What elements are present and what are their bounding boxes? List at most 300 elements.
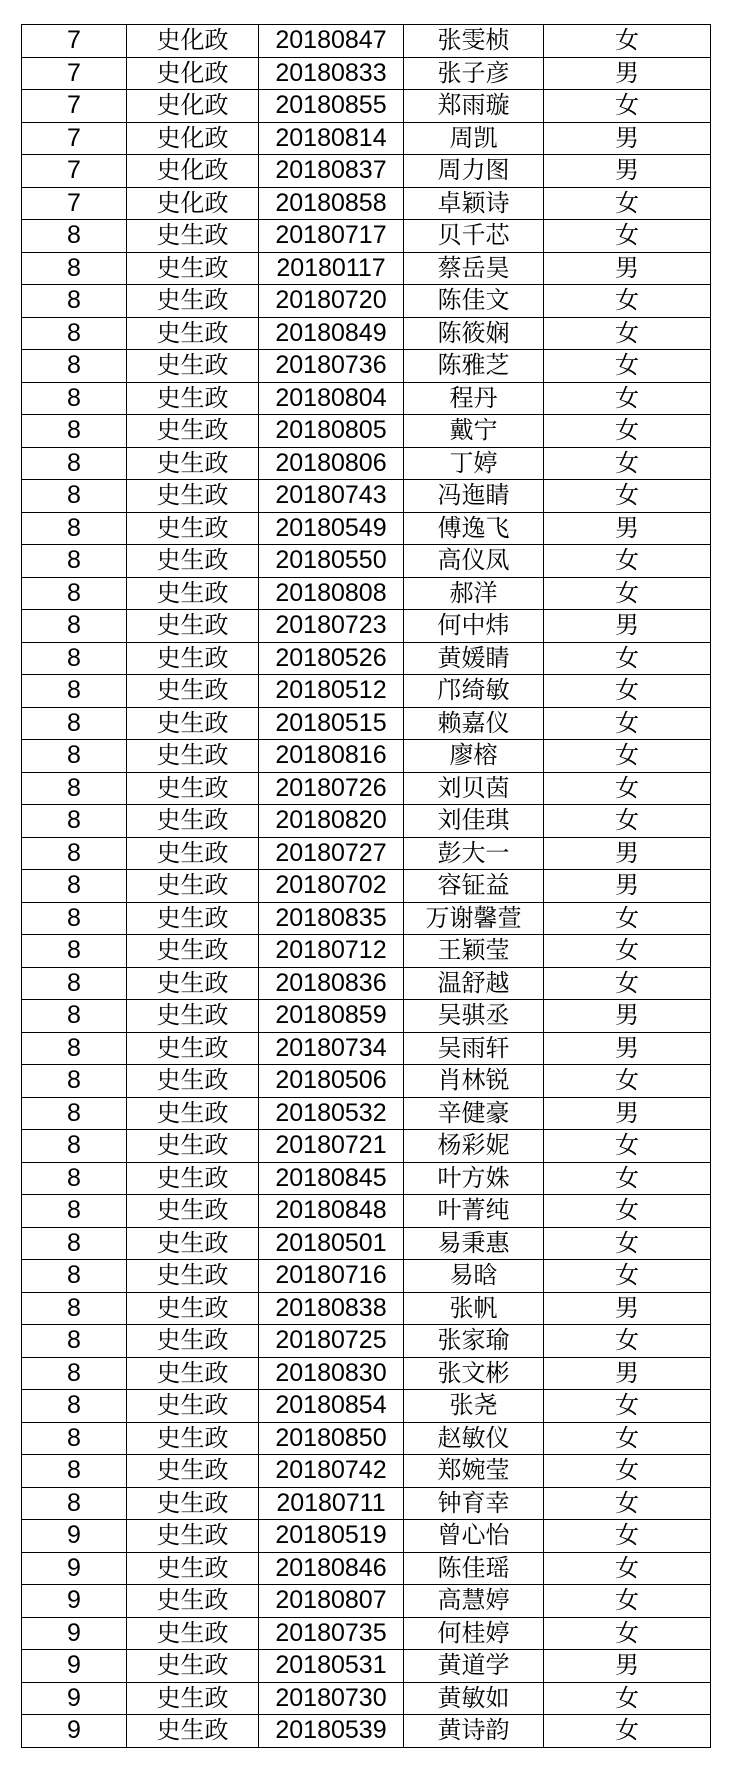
subject-combo-cell: 史化政 — [127, 122, 259, 155]
gender-cell: 男 — [544, 57, 711, 90]
gender-cell: 女 — [544, 382, 711, 415]
student-id-cell: 20180808 — [259, 577, 404, 610]
gender-cell: 女 — [544, 642, 711, 675]
class-number-cell: 9 — [22, 1650, 127, 1683]
table-row — [22, 772, 711, 805]
class-number-cell: 8 — [22, 317, 127, 350]
gender-cell: 女 — [544, 707, 711, 740]
student-id-cell: 20180501 — [259, 1227, 404, 1260]
table-row — [22, 25, 711, 58]
gender-cell: 女 — [544, 967, 711, 1000]
student-id-cell: 20180550 — [259, 545, 404, 578]
gender-cell: 男 — [544, 155, 711, 188]
subject-combo-cell: 史生政 — [127, 1097, 259, 1130]
table-row — [22, 1195, 711, 1228]
table-row — [22, 1585, 711, 1618]
student-name-cell: 戴宁 — [404, 415, 544, 448]
student-id-cell: 20180846 — [259, 1552, 404, 1585]
subject-combo-cell: 史化政 — [127, 155, 259, 188]
class-number-cell: 8 — [22, 902, 127, 935]
class-number-cell: 8 — [22, 577, 127, 610]
gender-cell: 女 — [544, 1552, 711, 1585]
gender-cell: 女 — [544, 1487, 711, 1520]
student-name-cell: 杨彩妮 — [404, 1130, 544, 1163]
subject-combo-cell: 史生政 — [127, 1065, 259, 1098]
student-name-cell: 黄媛睛 — [404, 642, 544, 675]
table-row — [22, 382, 711, 415]
student-id-cell: 20180702 — [259, 870, 404, 903]
subject-combo-cell: 史生政 — [127, 1390, 259, 1423]
student-id-cell: 20180723 — [259, 610, 404, 643]
gender-cell: 女 — [544, 1617, 711, 1650]
table-row — [22, 707, 711, 740]
class-number-cell: 8 — [22, 1032, 127, 1065]
class-number-cell: 8 — [22, 1195, 127, 1228]
gender-cell: 女 — [544, 1390, 711, 1423]
table-row — [22, 415, 711, 448]
subject-combo-cell: 史生政 — [127, 1357, 259, 1390]
class-number-cell: 8 — [22, 805, 127, 838]
class-number-cell: 8 — [22, 1260, 127, 1293]
table-row — [22, 805, 711, 838]
gender-cell: 女 — [544, 350, 711, 383]
subject-combo-cell: 史生政 — [127, 1325, 259, 1358]
student-id-cell: 20180726 — [259, 772, 404, 805]
table-row — [22, 1292, 711, 1325]
class-number-cell: 9 — [22, 1585, 127, 1618]
student-id-cell: 20180721 — [259, 1130, 404, 1163]
class-number-cell: 8 — [22, 1000, 127, 1033]
class-number-cell: 9 — [22, 1520, 127, 1553]
gender-cell: 女 — [544, 1682, 711, 1715]
subject-combo-cell: 史生政 — [127, 1617, 259, 1650]
table-row — [22, 870, 711, 903]
student-id-cell: 20180859 — [259, 1000, 404, 1033]
student-id-cell: 20180531 — [259, 1650, 404, 1683]
gender-cell: 男 — [544, 870, 711, 903]
subject-combo-cell: 史生政 — [127, 902, 259, 935]
gender-cell: 女 — [544, 1422, 711, 1455]
class-number-cell: 8 — [22, 837, 127, 870]
gender-cell: 女 — [544, 1162, 711, 1195]
table-row — [22, 1390, 711, 1423]
student-name-cell: 高慧婷 — [404, 1585, 544, 1618]
class-number-cell: 9 — [22, 1682, 127, 1715]
gender-cell: 女 — [544, 90, 711, 123]
roster-body — [22, 25, 711, 1748]
gender-cell: 男 — [544, 610, 711, 643]
student-name-cell: 叶菁纯 — [404, 1195, 544, 1228]
subject-combo-cell: 史生政 — [127, 382, 259, 415]
table-row — [22, 1065, 711, 1098]
subject-combo-cell: 史生政 — [127, 642, 259, 675]
class-number-cell: 9 — [22, 1552, 127, 1585]
student-id-cell: 20180820 — [259, 805, 404, 838]
class-number-cell: 8 — [22, 772, 127, 805]
student-name-cell: 郝洋 — [404, 577, 544, 610]
gender-cell: 女 — [544, 1585, 711, 1618]
class-number-cell: 8 — [22, 1065, 127, 1098]
table-row — [22, 967, 711, 1000]
student-name-cell: 张尧 — [404, 1390, 544, 1423]
gender-cell: 男 — [544, 1032, 711, 1065]
student-name-cell: 刘贝茵 — [404, 772, 544, 805]
student-name-cell: 郑雨璇 — [404, 90, 544, 123]
subject-combo-cell: 史生政 — [127, 707, 259, 740]
gender-cell: 女 — [544, 1065, 711, 1098]
student-id-cell: 20180526 — [259, 642, 404, 675]
student-name-cell: 郑婉莹 — [404, 1455, 544, 1488]
subject-combo-cell: 史生政 — [127, 1032, 259, 1065]
class-number-cell: 8 — [22, 707, 127, 740]
class-number-cell: 8 — [22, 935, 127, 968]
subject-combo-cell: 史化政 — [127, 90, 259, 123]
subject-combo-cell: 史生政 — [127, 1520, 259, 1553]
class-number-cell: 8 — [22, 285, 127, 318]
class-number-cell: 8 — [22, 675, 127, 708]
table-row — [22, 610, 711, 643]
student-id-cell: 20180712 — [259, 935, 404, 968]
table-row — [22, 90, 711, 123]
table-row — [22, 1325, 711, 1358]
student-id-cell: 20180836 — [259, 967, 404, 1000]
class-number-cell: 8 — [22, 1162, 127, 1195]
gender-cell: 男 — [544, 1097, 711, 1130]
subject-combo-cell: 史生政 — [127, 1000, 259, 1033]
student-id-cell: 20180850 — [259, 1422, 404, 1455]
table-row — [22, 1130, 711, 1163]
student-id-cell: 20180512 — [259, 675, 404, 708]
table-row — [22, 1227, 711, 1260]
student-id-cell: 20180849 — [259, 317, 404, 350]
class-number-cell: 8 — [22, 512, 127, 545]
student-name-cell: 程丹 — [404, 382, 544, 415]
gender-cell: 女 — [544, 1260, 711, 1293]
student-id-cell: 20180743 — [259, 480, 404, 513]
subject-combo-cell: 史生政 — [127, 772, 259, 805]
student-id-cell: 20180858 — [259, 187, 404, 220]
subject-combo-cell: 史生政 — [127, 317, 259, 350]
student-id-cell: 20180734 — [259, 1032, 404, 1065]
table-row — [22, 675, 711, 708]
student-id-cell: 20180711 — [259, 1487, 404, 1520]
student-name-cell: 黄诗韵 — [404, 1715, 544, 1748]
student-id-cell: 20180549 — [259, 512, 404, 545]
table-row — [22, 1487, 711, 1520]
student-name-cell: 易晗 — [404, 1260, 544, 1293]
student-name-cell: 张帆 — [404, 1292, 544, 1325]
student-name-cell: 何桂婷 — [404, 1617, 544, 1650]
subject-combo-cell: 史生政 — [127, 837, 259, 870]
student-id-cell: 20180716 — [259, 1260, 404, 1293]
student-id-cell: 20180735 — [259, 1617, 404, 1650]
gender-cell: 女 — [544, 740, 711, 773]
table-row — [22, 512, 711, 545]
table-row — [22, 480, 711, 513]
class-number-cell: 8 — [22, 447, 127, 480]
table-row — [22, 1162, 711, 1195]
class-number-cell: 8 — [22, 1487, 127, 1520]
gender-cell: 女 — [544, 675, 711, 708]
class-number-cell: 8 — [22, 1325, 127, 1358]
table-row — [22, 902, 711, 935]
subject-combo-cell: 史生政 — [127, 935, 259, 968]
class-number-cell: 7 — [22, 57, 127, 90]
table-row — [22, 642, 711, 675]
student-name-cell: 廖榕 — [404, 740, 544, 773]
class-number-cell: 8 — [22, 1130, 127, 1163]
subject-combo-cell: 史生政 — [127, 1130, 259, 1163]
student-name-cell: 冯迤睛 — [404, 480, 544, 513]
subject-combo-cell: 史生政 — [127, 1162, 259, 1195]
class-number-cell: 7 — [22, 187, 127, 220]
gender-cell: 女 — [544, 480, 711, 513]
class-number-cell: 7 — [22, 155, 127, 188]
student-id-cell: 20180539 — [259, 1715, 404, 1748]
subject-combo-cell: 史生政 — [127, 285, 259, 318]
student-name-cell: 易秉惠 — [404, 1227, 544, 1260]
gender-cell: 女 — [544, 772, 711, 805]
student-name-cell: 丁婷 — [404, 447, 544, 480]
table-row — [22, 285, 711, 318]
gender-cell: 女 — [544, 187, 711, 220]
table-row — [22, 740, 711, 773]
subject-combo-cell: 史生政 — [127, 1682, 259, 1715]
student-id-cell: 20180519 — [259, 1520, 404, 1553]
table-row — [22, 545, 711, 578]
student-id-cell: 20180854 — [259, 1390, 404, 1423]
student-name-cell: 周力图 — [404, 155, 544, 188]
class-number-cell: 8 — [22, 870, 127, 903]
student-name-cell: 吴雨轩 — [404, 1032, 544, 1065]
class-number-cell: 9 — [22, 1715, 127, 1748]
class-number-cell: 8 — [22, 642, 127, 675]
gender-cell: 男 — [544, 252, 711, 285]
student-name-cell: 陈佳瑶 — [404, 1552, 544, 1585]
student-id-cell: 20180835 — [259, 902, 404, 935]
student-name-cell: 蔡岳昊 — [404, 252, 544, 285]
gender-cell: 女 — [544, 1715, 711, 1748]
student-name-cell: 张雯桢 — [404, 25, 544, 58]
table-row — [22, 252, 711, 285]
table-row — [22, 57, 711, 90]
subject-combo-cell: 史化政 — [127, 57, 259, 90]
gender-cell: 女 — [544, 1455, 711, 1488]
class-number-cell: 8 — [22, 220, 127, 253]
subject-combo-cell: 史生政 — [127, 805, 259, 838]
student-name-cell: 吴骐丞 — [404, 1000, 544, 1033]
student-id-cell: 20180848 — [259, 1195, 404, 1228]
gender-cell: 女 — [544, 545, 711, 578]
student-name-cell: 彭大一 — [404, 837, 544, 870]
subject-combo-cell: 史生政 — [127, 1715, 259, 1748]
student-name-cell: 容钲益 — [404, 870, 544, 903]
student-name-cell: 张子彦 — [404, 57, 544, 90]
subject-combo-cell: 史生政 — [127, 1585, 259, 1618]
student-name-cell: 钟育幸 — [404, 1487, 544, 1520]
class-number-cell: 9 — [22, 1617, 127, 1650]
student-id-cell: 20180506 — [259, 1065, 404, 1098]
gender-cell: 女 — [544, 220, 711, 253]
class-number-cell: 8 — [22, 382, 127, 415]
table-row — [22, 1650, 711, 1683]
table-row — [22, 1552, 711, 1585]
table-row — [22, 1097, 711, 1130]
student-id-cell: 20180725 — [259, 1325, 404, 1358]
subject-combo-cell: 史生政 — [127, 740, 259, 773]
subject-combo-cell: 史生政 — [127, 480, 259, 513]
student-id-cell: 20180816 — [259, 740, 404, 773]
subject-combo-cell: 史生政 — [127, 252, 259, 285]
class-number-cell: 8 — [22, 967, 127, 1000]
student-id-cell: 20180742 — [259, 1455, 404, 1488]
student-name-cell: 辛健豪 — [404, 1097, 544, 1130]
subject-combo-cell: 史生政 — [127, 447, 259, 480]
class-number-cell: 8 — [22, 1292, 127, 1325]
student-id-cell: 20180833 — [259, 57, 404, 90]
table-row — [22, 122, 711, 155]
table-row — [22, 155, 711, 188]
table-row — [22, 1715, 711, 1748]
gender-cell: 女 — [544, 25, 711, 58]
student-name-cell: 陈雅芝 — [404, 350, 544, 383]
student-id-cell: 20180804 — [259, 382, 404, 415]
student-name-cell: 黄敏如 — [404, 1682, 544, 1715]
class-number-cell: 8 — [22, 1357, 127, 1390]
subject-combo-cell: 史化政 — [127, 25, 259, 58]
class-number-cell: 8 — [22, 610, 127, 643]
class-number-cell: 8 — [22, 252, 127, 285]
table-row — [22, 350, 711, 383]
table-row — [22, 1357, 711, 1390]
subject-combo-cell: 史生政 — [127, 870, 259, 903]
student-name-cell: 邝绮敏 — [404, 675, 544, 708]
student-id-cell: 20180838 — [259, 1292, 404, 1325]
table-row — [22, 1455, 711, 1488]
subject-combo-cell: 史生政 — [127, 1552, 259, 1585]
student-id-cell: 20180807 — [259, 1585, 404, 1618]
student-id-cell: 20180837 — [259, 155, 404, 188]
subject-combo-cell: 史生政 — [127, 577, 259, 610]
student-name-cell: 陈佳文 — [404, 285, 544, 318]
student-id-cell: 20180717 — [259, 220, 404, 253]
class-number-cell: 7 — [22, 122, 127, 155]
subject-combo-cell: 史生政 — [127, 1422, 259, 1455]
subject-combo-cell: 史生政 — [127, 1455, 259, 1488]
class-number-cell: 8 — [22, 1097, 127, 1130]
student-id-cell: 20180117 — [259, 252, 404, 285]
gender-cell: 女 — [544, 447, 711, 480]
subject-combo-cell: 史生政 — [127, 545, 259, 578]
gender-cell: 女 — [544, 935, 711, 968]
student-id-cell: 20180515 — [259, 707, 404, 740]
subject-combo-cell: 史生政 — [127, 220, 259, 253]
gender-cell: 男 — [544, 1292, 711, 1325]
subject-combo-cell: 史生政 — [127, 512, 259, 545]
subject-combo-cell: 史生政 — [127, 350, 259, 383]
table-row — [22, 577, 711, 610]
student-name-cell: 卓颖诗 — [404, 187, 544, 220]
subject-combo-cell: 史生政 — [127, 1227, 259, 1260]
gender-cell: 男 — [544, 1357, 711, 1390]
table-row — [22, 1032, 711, 1065]
gender-cell: 女 — [544, 285, 711, 318]
gender-cell: 男 — [544, 512, 711, 545]
gender-cell: 女 — [544, 1195, 711, 1228]
student-name-cell: 张家瑜 — [404, 1325, 544, 1358]
student-name-cell: 赖嘉仪 — [404, 707, 544, 740]
student-name-cell: 傅逸飞 — [404, 512, 544, 545]
gender-cell: 女 — [544, 1325, 711, 1358]
gender-cell: 女 — [544, 1520, 711, 1553]
class-number-cell: 8 — [22, 740, 127, 773]
student-name-cell: 高仪凤 — [404, 545, 544, 578]
student-id-cell: 20180845 — [259, 1162, 404, 1195]
class-number-cell: 8 — [22, 545, 127, 578]
student-name-cell: 何中炜 — [404, 610, 544, 643]
student-name-cell: 刘佳琪 — [404, 805, 544, 838]
table-row — [22, 1520, 711, 1553]
student-id-cell: 20180855 — [259, 90, 404, 123]
table-row — [22, 1260, 711, 1293]
student-id-cell: 20180727 — [259, 837, 404, 870]
gender-cell: 男 — [544, 837, 711, 870]
gender-cell: 男 — [544, 1650, 711, 1683]
student-id-cell: 20180847 — [259, 25, 404, 58]
table-row — [22, 1000, 711, 1033]
class-number-cell: 8 — [22, 350, 127, 383]
student-name-cell: 周凯 — [404, 122, 544, 155]
subject-combo-cell: 史生政 — [127, 1195, 259, 1228]
student-roster-table — [21, 24, 711, 1748]
class-number-cell: 7 — [22, 25, 127, 58]
subject-combo-cell: 史生政 — [127, 967, 259, 1000]
gender-cell: 女 — [544, 415, 711, 448]
gender-cell: 女 — [544, 577, 711, 610]
student-name-cell: 黄道学 — [404, 1650, 544, 1683]
student-id-cell: 20180806 — [259, 447, 404, 480]
student-name-cell: 赵敏仪 — [404, 1422, 544, 1455]
subject-combo-cell: 史生政 — [127, 1650, 259, 1683]
class-number-cell: 8 — [22, 415, 127, 448]
gender-cell: 男 — [544, 122, 711, 155]
class-number-cell: 8 — [22, 1227, 127, 1260]
table-row — [22, 317, 711, 350]
gender-cell: 女 — [544, 317, 711, 350]
table-row — [22, 1617, 711, 1650]
subject-combo-cell: 史生政 — [127, 610, 259, 643]
table-row — [22, 187, 711, 220]
subject-combo-cell: 史生政 — [127, 1292, 259, 1325]
table-row — [22, 935, 711, 968]
table-row — [22, 1682, 711, 1715]
student-name-cell: 张文彬 — [404, 1357, 544, 1390]
student-name-cell: 万谢馨萱 — [404, 902, 544, 935]
table-row — [22, 447, 711, 480]
class-number-cell: 8 — [22, 1390, 127, 1423]
subject-combo-cell: 史生政 — [127, 675, 259, 708]
gender-cell: 女 — [544, 805, 711, 838]
gender-cell: 女 — [544, 1227, 711, 1260]
student-name-cell: 王颖莹 — [404, 935, 544, 968]
gender-cell: 女 — [544, 1130, 711, 1163]
subject-combo-cell: 史生政 — [127, 1487, 259, 1520]
class-number-cell: 8 — [22, 480, 127, 513]
student-name-cell: 叶方姝 — [404, 1162, 544, 1195]
student-name-cell: 陈筱娴 — [404, 317, 544, 350]
subject-combo-cell: 史化政 — [127, 187, 259, 220]
table-row — [22, 1422, 711, 1455]
